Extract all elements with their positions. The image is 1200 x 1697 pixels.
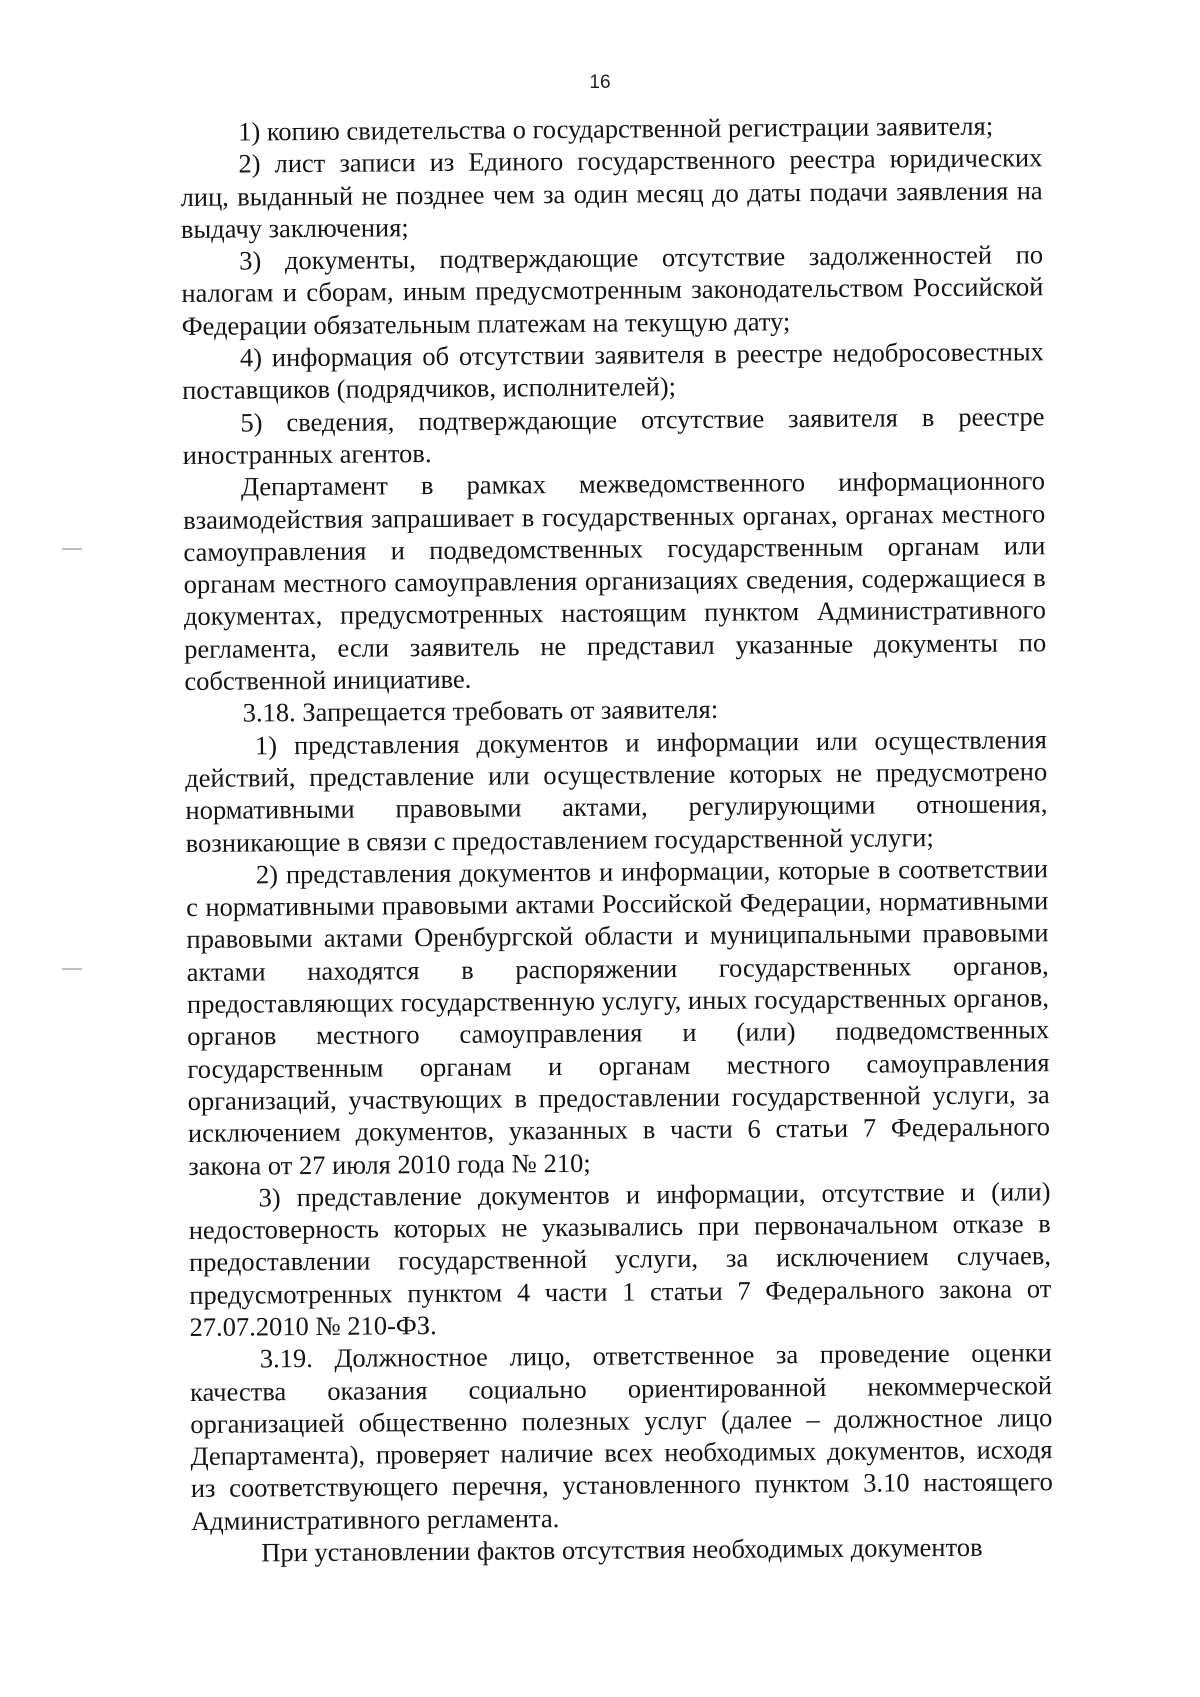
paragraph-3-18-item-1: 1) представления документов и информации или осуществления действий, представление или осуществление которых не предусмотрено нормативными правовыми актами, регулирующими отношения, возникающие в связи с предоставлением государственной услуги; [185, 723, 1048, 858]
paragraph-3-19: 3.19. Должностное лицо, ответственное за проведение оценки качества оказания социально ориентированной некоммерческой организацией общественно полезных услуг (далее – должностное лицо Департамента), проверяет наличие всех необходимых документов, исходя из соответствующего перечня, установленного пунктом 3.10 настоящего Административного регламента. [189, 1337, 1053, 1536]
paragraph-item-4: 4) информация об отсутствии заявителя в реестре недобросовестных поставщиков (подрядчиков, исполнителей); [182, 336, 1044, 406]
paragraph-3-18-heading: 3.18. Запрещается требовать от заявителя: [242, 694, 719, 728]
paragraph-item-5: 5) сведения, подтверждающие отсутствие заявителя в реестре иностранных агентов. [182, 400, 1045, 470]
scan-mark [62, 968, 82, 970]
paragraph-item-2: 2) лист записи из Единого государственного реестра юридических лиц, выданный не позднее чем за один месяц до даты подачи заявления на выдачу заключения; [180, 142, 1043, 244]
paragraph-3-18-item-3: 3) представление документов и информации, отсутствие и (или) недостоверность которых не указывались при первоначальном отказе в предоставлении государственной услуги, за исключением случаев, предусмотренных пунктом 4 части 1 статьи 7 Федерального закона от 27.07.2010 № 210-ФЗ. [188, 1175, 1052, 1342]
paragraph-3-18-item-2: 2) представления документов и информации, которые в соответствии с нормативными правовыми актами Российской Федерации, нормативными правовыми актами Оренбургской области и муниципальными правовыми актами находятся в распоряжении государственных органов, предоставляющих государственную услугу, иных государственных органов, органов местного самоуправления и (или) подведомственных государственным органам и органам местного самоуправления организаций, участвующих в предоставлении государственной услуги, за исключением документов, указанных в части 6 статьи 7 Федерального закона от 27 июля 2010 года № 210; [186, 853, 1051, 1181]
paragraph-item-3: 3) документы, подтверждающие отсутствие задолженностей по налогам и сборам, иным предусмотренным законодательством Российской Федерации обязательным платежам на текущую дату; [181, 239, 1044, 341]
page-number: 16 [589, 72, 611, 93]
scan-mark [62, 548, 82, 550]
paragraph-item-1: 1) копию свидетельства о государственной регистрации заявителя; [238, 110, 994, 147]
paragraph-department-request: Департамент в рамках межведомственного информационного взаимодействия запрашивает в государственных органах, органах местного самоуправления и подведомственных государственным органам или органам местного самоуправления организациях сведения, содержащиеся в документах, предусмотренных настоящим пунктом Административного регламента, если заявитель не представил указанные документы по собственной инициативе. [183, 465, 1047, 697]
document-body [180, 109, 1053, 1569]
paragraph-final: При установлении фактов отсутствия необходимых документов [261, 1531, 983, 1568]
